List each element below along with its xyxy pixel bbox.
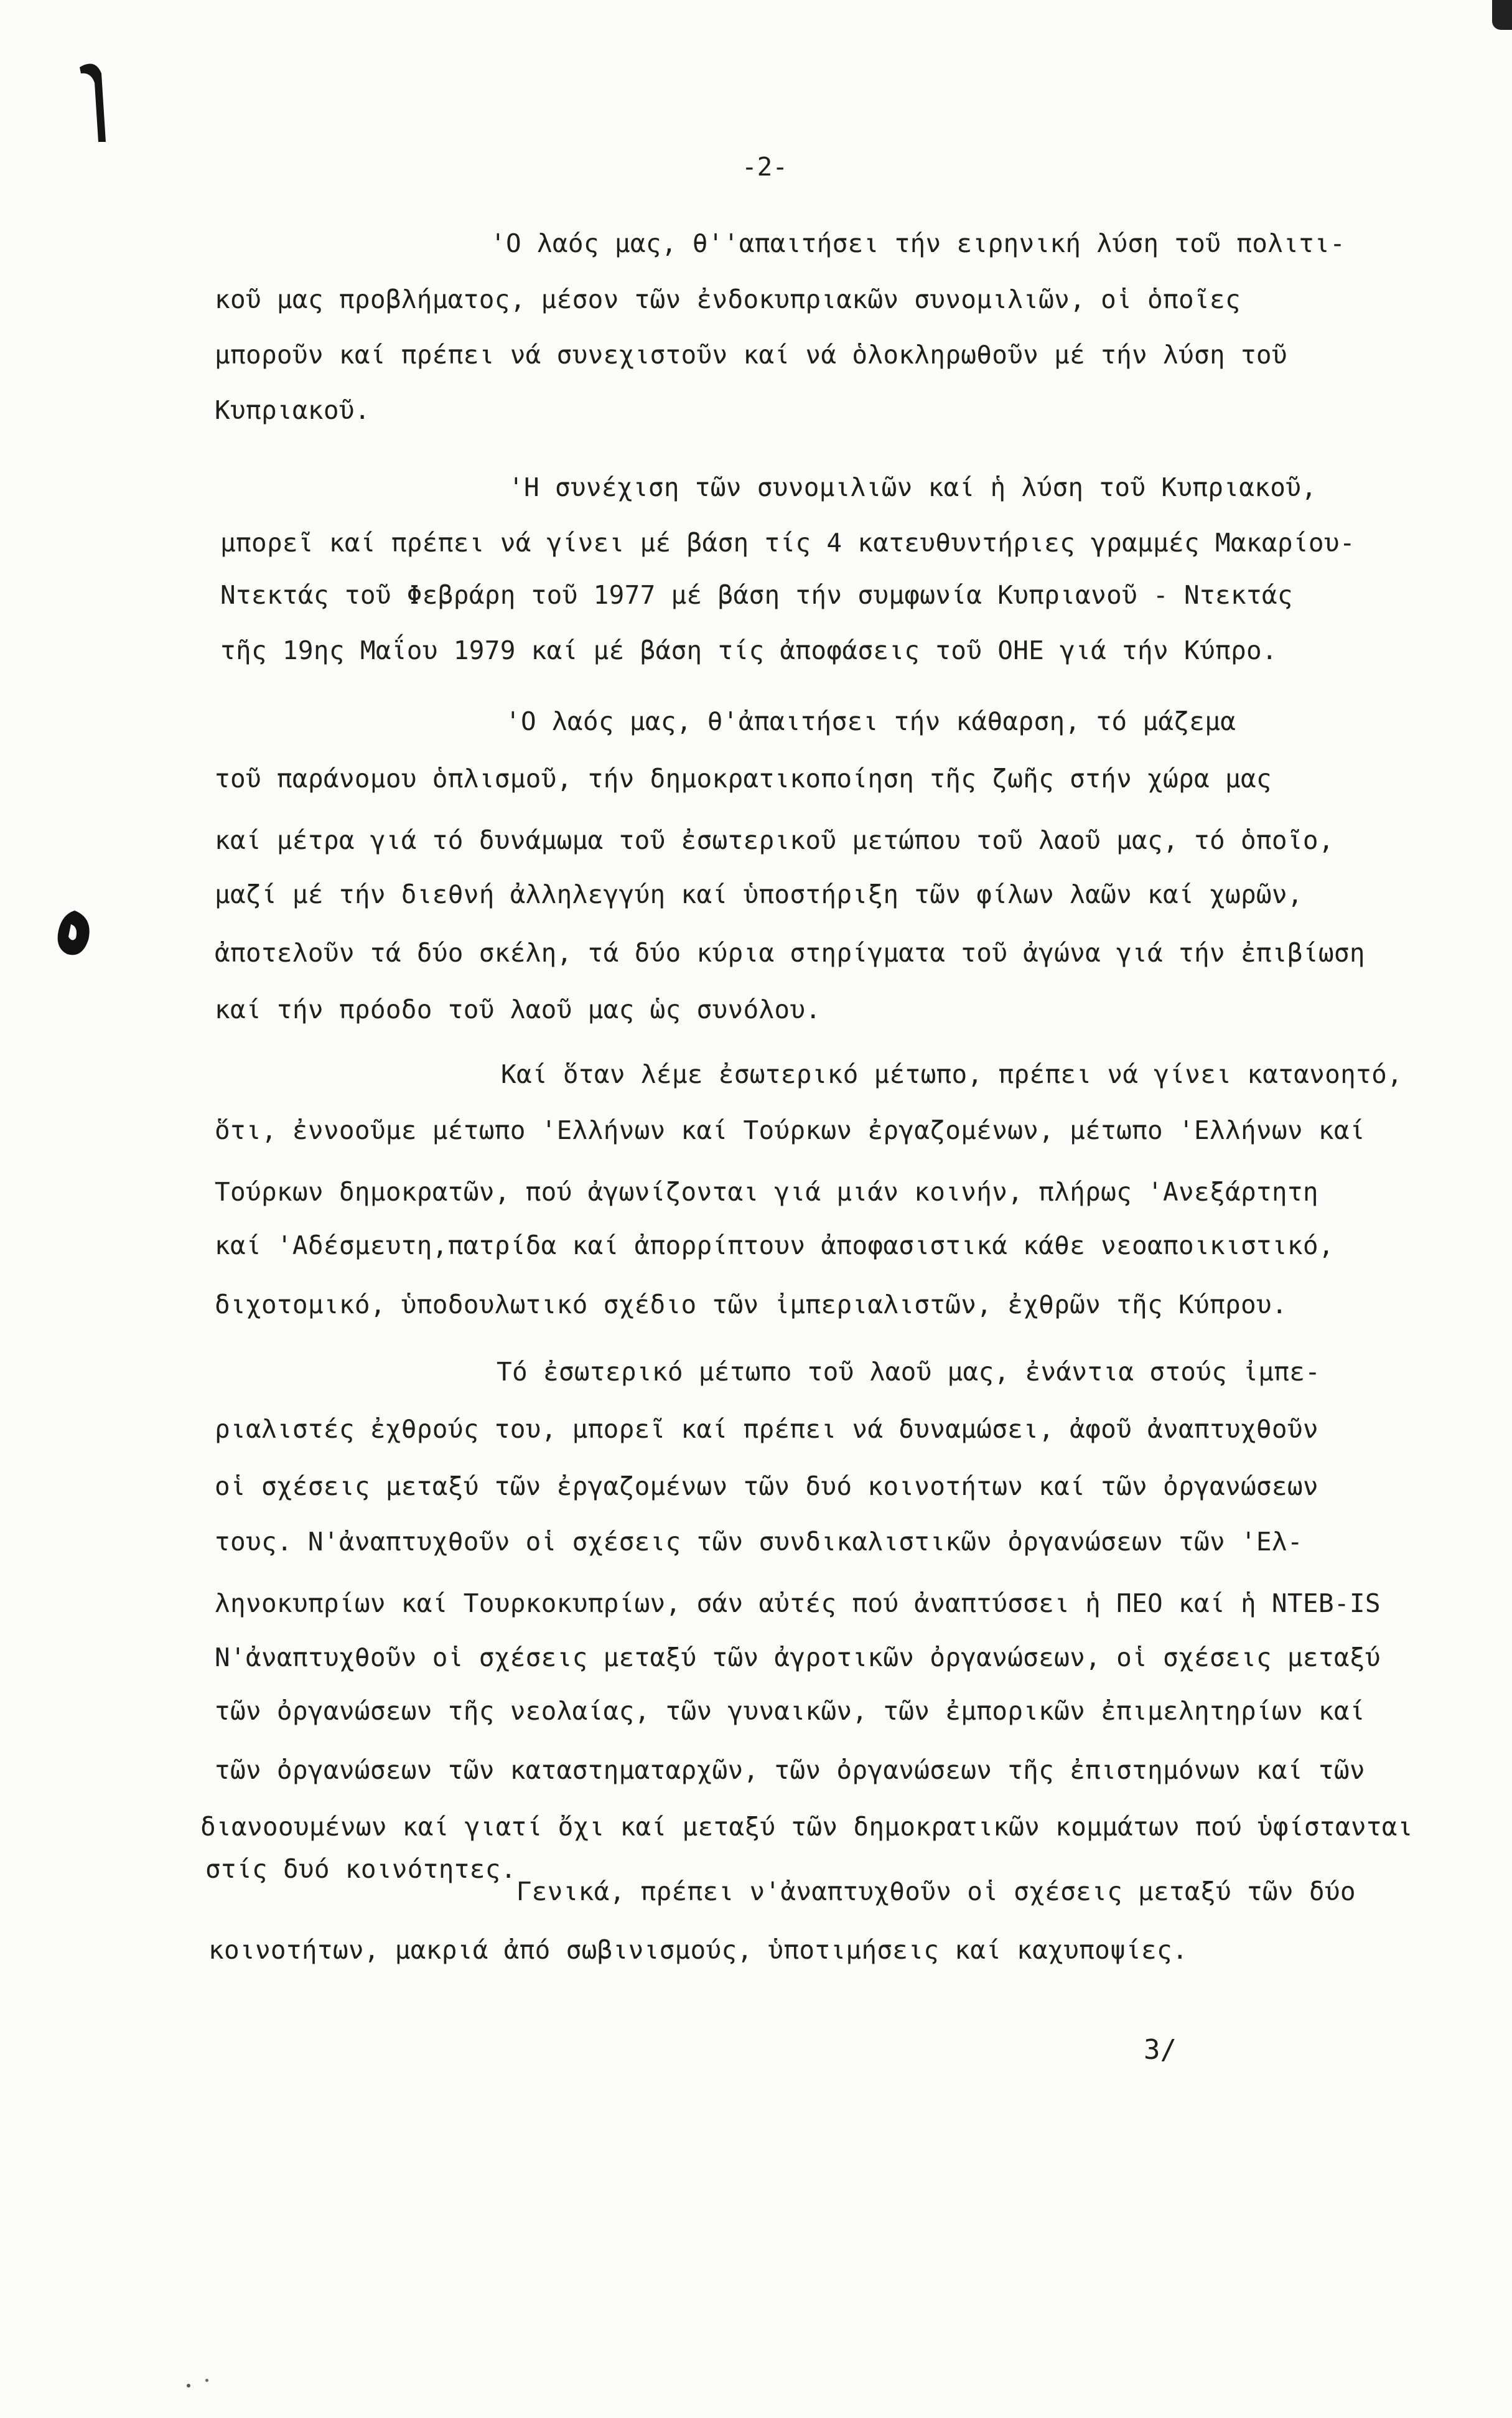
paragraph-5-line-3: οἱ σχέσεις μεταξύ τῶν ἐργαζομένων τῶν δυό κοινοτήτων καί τῶν ὀργανώσεων bbox=[215, 1471, 1318, 1501]
paragraph-5-line-10-start: στίς δυό κοινότητες. bbox=[205, 1854, 516, 1884]
paragraph-5-line-6: Ν'ἀναπτυχθοῦν οἱ σχέσεις μεταξύ τῶν ἀγροτικῶν ὀργανώσεων, οἱ σχέσεις μεταξύ bbox=[215, 1642, 1381, 1672]
paragraph-4-line-5: διχοτομικό, ὑποδουλωτικό σχέδιο τῶν ἰμπεριαλιστῶν, ἐχθρῶν τῆς Κύπρου. bbox=[215, 1290, 1287, 1319]
paragraph-1-line-1: 'Ο λαός μας, θ''απαιτήσει τήν ειρηνική λύση τοῦ πολιτι- bbox=[490, 228, 1346, 258]
paragraph-5-line-10 bbox=[205, 1853, 1356, 1906]
paragraph-4-line-1: Καί ὅταν λέμε ἐσωτερικό μέτωπο, πρέπει νά γίνει κατανοητό, bbox=[501, 1059, 1403, 1089]
paragraph-2-line-2: μπορεῖ καί πρέπει νά γίνει μέ βάση τίς 4 κατευθυντήριες γραμμές Μακαρίου- bbox=[220, 528, 1355, 558]
paragraph-3-line-3: καί μέτρα γιά τό δυνάμωμα τοῦ ἐσωτερικοῦ μετώπου τοῦ λαοῦ μας, τό ὁποῖο, bbox=[215, 825, 1334, 855]
paragraph-5-line-1: Τό ἐσωτερικό μέτωπο τοῦ λαοῦ μας, ἐνάντια στούς ἰμπε- bbox=[497, 1357, 1321, 1387]
paragraph-3-line-2: τοῦ παράνομου ὁπλισμοῦ, τήν δημοκρατικοποίηση τῆς ζωῆς στήν χώρα μας bbox=[215, 764, 1272, 794]
next-page-marker: 3/ bbox=[1144, 2034, 1177, 2066]
paragraph-5-line-4: τους. Ν'ἀναπτυχθοῦν οἱ σχέσεις τῶν συνδικαλιστικῶν ὀργανώσεων τῶν 'Ελ- bbox=[215, 1527, 1303, 1557]
dust-dot-mark bbox=[187, 2384, 190, 2388]
paragraph-4-line-2: ὅτι, ἐννοοῦμε μέτωπο 'Ελλήνων καί Τούρκων ἐργαζομένων, μέτωπο 'Ελλήνων καί bbox=[215, 1115, 1365, 1145]
paragraph-1-line-4: Κυπριακοῦ. bbox=[215, 395, 370, 425]
paragraph-4-line-3: Τούρκων δημοκρατῶν, πού ἀγωνίζονται γιά μιάν κοινήν, πλήρως 'Ανεξάρτητη bbox=[215, 1177, 1318, 1207]
paragraph-1-line-3: μποροῦν καί πρέπει νά συνεχιστοῦν καί νά ὁλοκληρωθοῦν μέ τήν λύση τοῦ bbox=[215, 340, 1287, 370]
dust-dot-mark bbox=[205, 2379, 208, 2382]
paragraph-3-line-5: ἀποτελοῦν τά δύο σκέλη, τά δύο κύρια στηρίγματα τοῦ ἀγώνα γιά τήν ἐπιβίωση bbox=[215, 938, 1365, 968]
corner-smudge-mark bbox=[1492, 0, 1512, 30]
paragraph-4-line-4: καί 'Αδέσμευτη,πατρίδα καί ἀπορρίπτουν ἀποφασιστικά κάθε νεοαποικιστικό, bbox=[215, 1230, 1334, 1260]
paragraph-5-line-5: ληνοκυπρίων καί Τουρκοκυπρίων, σάν αὐτές πού ἀναπτύσσει ἡ ΠΕΟ καί ἡ ΝΤΕΒ-IS bbox=[215, 1588, 1381, 1618]
punch-hole-bracket-mark bbox=[73, 55, 123, 148]
paragraph-5-line-10-continuation: Γενικά, πρέπει ν'ἀναπτυχθοῦν οἱ σχέσεις μεταξύ τῶν δύο bbox=[516, 1877, 1356, 1906]
paragraph-5-line-9: διανοουμένων καί γιατί ὄχι καί μεταξύ τῶν δημοκρατικῶν κομμάτων πού ὑφίστανται bbox=[200, 1812, 1413, 1842]
paragraph-5-line-7: τῶν ὀργανώσεων τῆς νεολαίας, τῶν γυναικῶν, τῶν ἐμπορικῶν ἐπιμελητηρίων καί bbox=[215, 1696, 1365, 1726]
paragraph-3-line-4: μαζί μέ τήν διεθνή ἀλληλεγγύη καί ὑποστήριξη τῶν φίλων λαῶν καί χωρῶν, bbox=[215, 879, 1303, 909]
paragraph-5-line-8: τῶν ὀργανώσεων τῶν καταστηματαρχῶν, τῶν ὀργανώσεων τῆς ἐπιστημόνων καί τῶν bbox=[215, 1755, 1365, 1785]
paragraph-3-line-6: καί τήν πρόοδο τοῦ λαοῦ μας ὡς συνόλου. bbox=[215, 995, 821, 1024]
paragraph-2-line-3: Ντεκτάς τοῦ Φεβράρη τοῦ 1977 μέ βάση τήν συμφωνία Κυπριανοῦ - Ντεκτάς bbox=[220, 580, 1293, 610]
page-number: -2- bbox=[742, 152, 788, 182]
paragraph-2-line-1: 'Η συνέχιση τῶν συνομιλιῶν καί ἡ λύση τοῦ Κυπριακοῦ, bbox=[508, 472, 1317, 502]
punch-hole-blob-mark bbox=[50, 906, 100, 962]
paragraph-5-line-11: κοινοτήτων, μακριά ἀπό σωβινισμούς, ὑποτιμήσεις καί καχυποψίες. bbox=[208, 1935, 1188, 1965]
paragraph-2-line-4: τῆς 19ης Μαΐου 1979 καί μέ βάση τίς ἀποφάσεις τοῦ ΟΗΕ γιά τήν Κύπρο. bbox=[220, 635, 1277, 665]
paragraph-5-line-2: ριαλιστές ἐχθρούς του, μπορεῖ καί πρέπει νά δυναμώσει, ἀφοῦ ἀναπτυχθοῦν bbox=[215, 1414, 1318, 1444]
paragraph-3-line-1: 'Ο λαός μας, θ'ἀπαιτήσει τήν κάθαρση, τό μάζεμα bbox=[505, 706, 1236, 736]
paragraph-1-line-2: κοῦ μας προβλήματος, μέσον τῶν ἐνδοκυπριακῶν συνομιλιῶν, οἱ ὁποῖες bbox=[215, 284, 1241, 314]
